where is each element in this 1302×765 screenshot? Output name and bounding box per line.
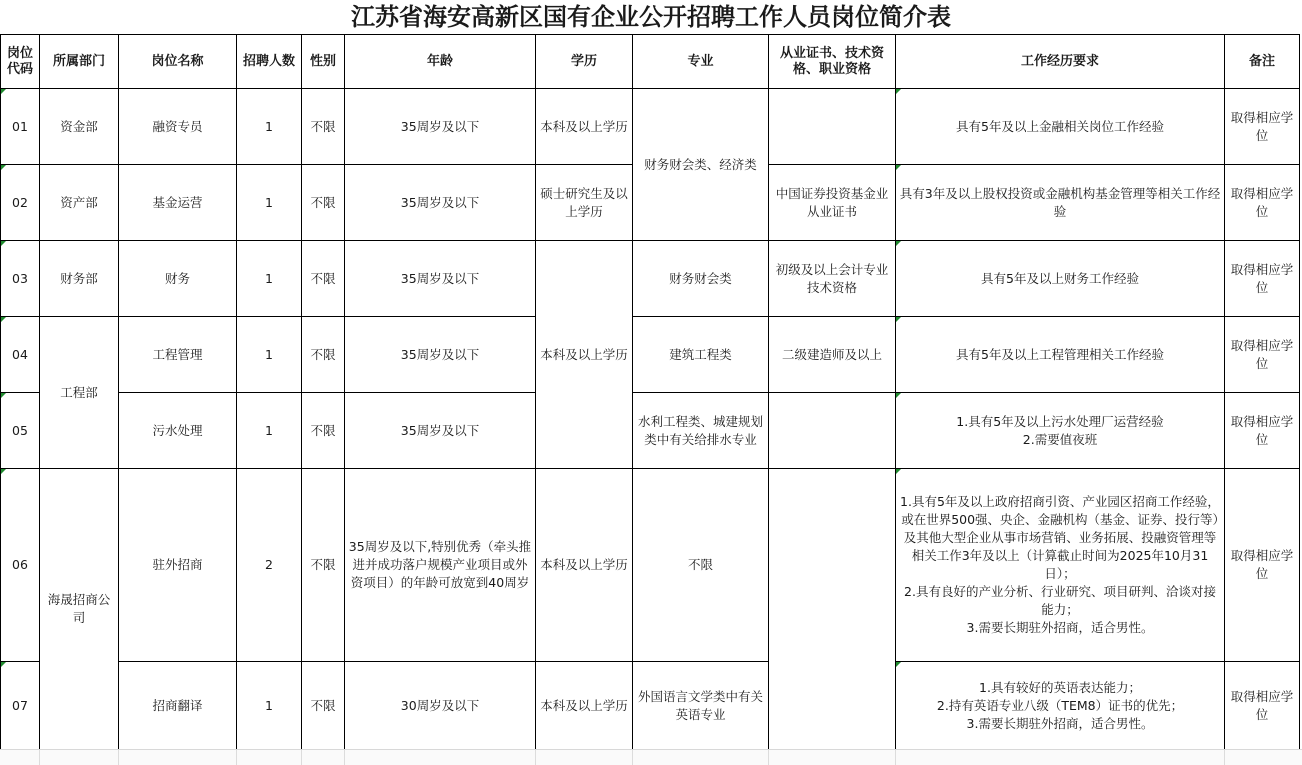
age-cell: 35周岁及以下 (345, 393, 536, 469)
education-cell: 本科及以上学历 (536, 469, 633, 662)
remark-cell: 取得相应学位 (1225, 393, 1300, 469)
experience-cell: 具有5年及以上金融相关岗位工作经验 (896, 89, 1225, 165)
experience-cell: 具有3年及以上股权投资或金融机构基金管理等相关工作经验 (896, 165, 1225, 241)
major-cell: 外国语言文学类中有关英语专业 (633, 662, 769, 750)
gender-cell: 不限 (302, 241, 345, 317)
cert-cell: 二级建造师及以上 (769, 317, 896, 393)
table-row (1, 469, 1300, 662)
count-cell: 1 (237, 662, 302, 750)
cert-cell (769, 393, 896, 469)
code-cell: 06 (1, 469, 40, 662)
count-cell: 1 (237, 317, 302, 393)
count-cell: 1 (237, 393, 302, 469)
cert-cell (769, 469, 896, 750)
count-cell: 1 (237, 89, 302, 165)
experience-cell: 具有5年及以上财务工作经验 (896, 241, 1225, 317)
header-row (1, 35, 1300, 89)
gender-cell: 不限 (302, 662, 345, 750)
major-cell: 水利工程类、城建规划类中有关给排水专业 (633, 393, 769, 469)
age-cell: 35周岁及以下 (345, 317, 536, 393)
age-cell: 35周岁及以下,特别优秀（牵头推进并成功落户规模产业项目或外资项目）的年龄可放宽到40周岁 (345, 469, 536, 662)
header-dept: 所属部门 (40, 35, 119, 89)
header-experience: 工作经历要求 (896, 35, 1225, 89)
code-cell: 03 (1, 241, 40, 317)
remark-cell: 取得相应学位 (1225, 317, 1300, 393)
education-cell: 本科及以上学历 (536, 241, 633, 469)
code-cell: 05 (1, 393, 40, 469)
count-cell: 2 (237, 469, 302, 662)
header-major: 专业 (633, 35, 769, 89)
position-cell: 驻外招商 (119, 469, 237, 662)
table-row (1, 89, 1300, 165)
table-row (1, 317, 1300, 393)
table-row (1, 241, 1300, 317)
position-cell: 招商翻译 (119, 662, 237, 750)
remark-cell: 取得相应学位 (1225, 165, 1300, 241)
header-gender: 性别 (302, 35, 345, 89)
header-cert: 从业证书、技术资格、职业资格 (769, 35, 896, 89)
major-cell: 财务财会类、经济类 (633, 89, 769, 241)
education-cell: 硕士研究生及以上学历 (536, 165, 633, 241)
header-age: 年龄 (345, 35, 536, 89)
experience-cell: 1.具有5年及以上政府招商引资、产业园区招商工作经验，或在世界500强、央企、金融机构（基金、证券、投行等）及其他大型企业从事市场营销、业务拓展、投融资管理等相关工作3年及以上（计算截止时间为2025年10月31日）； 2.具有良好的产业分析、行业研究、项目研判、洽谈对接能力； 3.需要长期驻外招商，适合男性。 (896, 469, 1225, 662)
position-cell: 污水处理 (119, 393, 237, 469)
experience-cell: 1.具有较好的英语表达能力； 2.持有英语专业八级（TEM8）证书的优先； 3.需要长期驻外招商，适合男性。 (896, 662, 1225, 750)
education-cell: 本科及以上学历 (536, 89, 633, 165)
age-cell: 35周岁及以下 (345, 89, 536, 165)
code-cell: 04 (1, 317, 40, 393)
major-cell: 不限 (633, 469, 769, 662)
position-cell: 工程管理 (119, 317, 237, 393)
remark-cell: 取得相应学位 (1225, 662, 1300, 750)
age-cell: 35周岁及以下 (345, 165, 536, 241)
code-cell: 07 (1, 662, 40, 750)
position-cell: 财务 (119, 241, 237, 317)
cert-cell: 初级及以上会计专业技术资格 (769, 241, 896, 317)
gender-cell: 不限 (302, 165, 345, 241)
cert-cell: 中国证券投资基金业从业证书 (769, 165, 896, 241)
age-cell: 30周岁及以下 (345, 662, 536, 750)
remark-cell: 取得相应学位 (1225, 89, 1300, 165)
spreadsheet-empty-row (0, 749, 1302, 765)
positions-table (0, 34, 1300, 750)
remark-cell: 取得相应学位 (1225, 469, 1300, 662)
header-education: 学历 (536, 35, 633, 89)
cert-cell (769, 89, 896, 165)
header-code: 岗位代码 (1, 35, 40, 89)
table-row (1, 393, 1300, 469)
experience-cell: 1.具有5年及以上污水处理厂运营经验 2.需要值夜班 (896, 393, 1225, 469)
table-row (1, 662, 1300, 750)
gender-cell: 不限 (302, 469, 345, 662)
education-cell: 本科及以上学历 (536, 662, 633, 750)
dept-cell: 财务部 (40, 241, 119, 317)
dept-cell: 资金部 (40, 89, 119, 165)
dept-cell: 资产部 (40, 165, 119, 241)
count-cell: 1 (237, 165, 302, 241)
experience-cell: 具有5年及以上工程管理相关工作经验 (896, 317, 1225, 393)
header-position: 岗位名称 (119, 35, 237, 89)
count-cell: 1 (237, 241, 302, 317)
major-cell: 建筑工程类 (633, 317, 769, 393)
code-cell: 02 (1, 165, 40, 241)
header-remark: 备注 (1225, 35, 1300, 89)
header-count: 招聘人数 (237, 35, 302, 89)
gender-cell: 不限 (302, 317, 345, 393)
position-cell: 融资专员 (119, 89, 237, 165)
page-title: 江苏省海安高新区国有企业公开招聘工作人员岗位简介表 (351, 2, 951, 31)
dept-cell: 工程部 (40, 317, 119, 469)
gender-cell: 不限 (302, 89, 345, 165)
dept-cell: 海晟招商公司 (40, 469, 119, 750)
major-cell: 财务财会类 (633, 241, 769, 317)
gender-cell: 不限 (302, 393, 345, 469)
remark-cell: 取得相应学位 (1225, 241, 1300, 317)
age-cell: 35周岁及以下 (345, 241, 536, 317)
position-cell: 基金运营 (119, 165, 237, 241)
code-cell: 01 (1, 89, 40, 165)
